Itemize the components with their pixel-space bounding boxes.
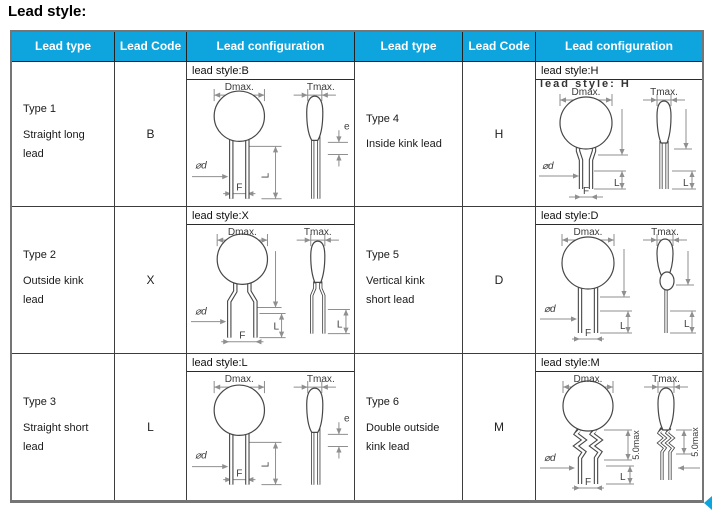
code-cell-b: B bbox=[115, 62, 187, 207]
type-name: Type 6 bbox=[366, 395, 400, 408]
dim-label-phid: ⌀d bbox=[195, 306, 207, 318]
side-view bbox=[643, 227, 696, 333]
dim-label-f: F bbox=[584, 477, 592, 488]
dim-label-l: L bbox=[260, 172, 272, 179]
diagram-lead-style-m bbox=[536, 372, 702, 500]
config-cell-style-l bbox=[187, 354, 355, 500]
side-view bbox=[643, 87, 696, 189]
type-desc: Inside kink lead bbox=[366, 138, 442, 151]
dim-label-phid: ⌀d bbox=[542, 161, 554, 172]
dim-label-e: e bbox=[343, 121, 350, 133]
dim-label-dmax: Dmax. bbox=[224, 374, 254, 386]
diagram-lead-style-x bbox=[187, 225, 354, 353]
front-view bbox=[191, 227, 286, 344]
type-name: Type 1 bbox=[23, 102, 57, 115]
header-lead-type-left: Lead type bbox=[12, 32, 115, 62]
header-lead-configuration-left: Lead configuration bbox=[187, 32, 355, 62]
config-cell-style-b bbox=[187, 62, 355, 207]
type-name: Type 5 bbox=[366, 248, 400, 261]
code-cell-h: H bbox=[463, 62, 536, 207]
dim-label-dmax: Dmax. bbox=[571, 87, 601, 98]
config-cell-style-x bbox=[187, 207, 355, 354]
front-view bbox=[192, 82, 282, 199]
type-desc: Vertical kink short lead bbox=[366, 274, 425, 307]
side-view bbox=[297, 227, 350, 334]
front-view bbox=[539, 87, 628, 200]
dim-label-l: L bbox=[620, 472, 626, 483]
header-lead-code-right: Lead Code bbox=[463, 32, 536, 62]
diagram-label: lead style:D bbox=[536, 207, 702, 225]
print-artifact-text: lead style: H bbox=[540, 78, 631, 90]
dim-label-phid: ⌀d bbox=[544, 453, 556, 464]
diagram-lead-style-h bbox=[536, 85, 702, 209]
diagram-label: lead style:X bbox=[187, 207, 354, 225]
dim-label-l: L bbox=[684, 319, 690, 330]
dim-label-dmax: Dmax. bbox=[573, 227, 603, 238]
page-title: Lead style: bbox=[8, 3, 87, 20]
type-cell-type6 bbox=[355, 354, 463, 500]
dim-label-phid: ⌀d bbox=[544, 304, 556, 315]
type-name: Type 3 bbox=[23, 395, 57, 408]
header-lead-configuration-right: Lead configuration bbox=[536, 32, 702, 62]
header-lead-code-left: Lead Code bbox=[115, 32, 187, 62]
page-corner-arrow-icon bbox=[704, 496, 712, 510]
front-view bbox=[540, 227, 632, 342]
type-cell-type2 bbox=[12, 207, 115, 354]
dim-label-l: L bbox=[683, 178, 689, 189]
diagram-label: lead style:H bbox=[536, 62, 702, 80]
dim-label-dmax: Dmax. bbox=[224, 82, 254, 94]
type-cell-type1 bbox=[12, 62, 115, 207]
dim-label-l: L bbox=[336, 319, 343, 331]
type-desc: Straight long lead bbox=[23, 128, 85, 161]
type-cell-type3 bbox=[12, 354, 115, 500]
diagram-lead-style-b bbox=[187, 80, 354, 206]
dim-label-5max: 5.0max bbox=[690, 427, 700, 457]
diagram-lead-style-l bbox=[187, 372, 354, 500]
dim-label-f: F bbox=[239, 330, 246, 342]
dim-label-dmax: Dmax. bbox=[573, 374, 603, 385]
code-cell-d: D bbox=[463, 207, 536, 354]
code-cell-x: X bbox=[115, 207, 187, 354]
type-name: Type 2 bbox=[23, 248, 57, 261]
dim-label-l: L bbox=[620, 321, 626, 332]
dim-label-f: F bbox=[236, 182, 243, 194]
dim-label-dmax: Dmax. bbox=[227, 227, 257, 239]
dim-label-l: L bbox=[260, 461, 272, 468]
diagram-label: lead style:L bbox=[187, 354, 354, 372]
type-desc: Double outside kink lead bbox=[366, 421, 440, 454]
config-cell-style-h bbox=[536, 62, 702, 207]
type-cell-type4 bbox=[355, 62, 463, 207]
front-view bbox=[540, 374, 641, 491]
config-cell-style-d bbox=[536, 207, 702, 354]
code-cell-l: L bbox=[115, 354, 187, 500]
dim-label-tmax: Tmax. bbox=[652, 374, 680, 385]
header-lead-type-right: Lead type bbox=[355, 32, 463, 62]
dim-label-f: F bbox=[584, 328, 592, 339]
type-desc: Outside kink lead bbox=[23, 274, 84, 307]
dim-label-tmax: Tmax. bbox=[303, 227, 332, 239]
dim-label-tmax: Tmax. bbox=[306, 82, 335, 94]
lead-style-table bbox=[10, 30, 704, 503]
diagram-lead-style-d bbox=[536, 225, 702, 353]
diagram-label: lead style:B bbox=[187, 62, 354, 80]
dim-label-phid: ⌀d bbox=[195, 160, 207, 172]
side-view bbox=[294, 374, 350, 485]
code-cell-m: M bbox=[463, 354, 536, 500]
dim-label-l: L bbox=[614, 178, 620, 189]
dim-label-f: F bbox=[582, 186, 590, 197]
front-view bbox=[192, 374, 282, 485]
type-desc: Straight short lead bbox=[23, 421, 89, 454]
side-view bbox=[294, 82, 350, 199]
dim-label-tmax: Tmax. bbox=[306, 374, 335, 386]
dim-label-phid: ⌀d bbox=[195, 450, 207, 462]
dim-label-l: L bbox=[273, 321, 280, 333]
dim-label-e: e bbox=[343, 413, 350, 425]
config-cell-style-m bbox=[536, 354, 702, 500]
dim-label-f: F bbox=[236, 468, 243, 480]
diagram-label: lead style:M bbox=[536, 354, 702, 372]
side-view bbox=[644, 374, 700, 480]
type-cell-type5 bbox=[355, 207, 463, 354]
dim-label-tmax: Tmax. bbox=[650, 87, 678, 98]
type-name: Type 4 bbox=[366, 112, 400, 125]
dim-label-tmax: Tmax. bbox=[651, 227, 679, 238]
dim-label-5max: 5.0max bbox=[631, 430, 641, 460]
